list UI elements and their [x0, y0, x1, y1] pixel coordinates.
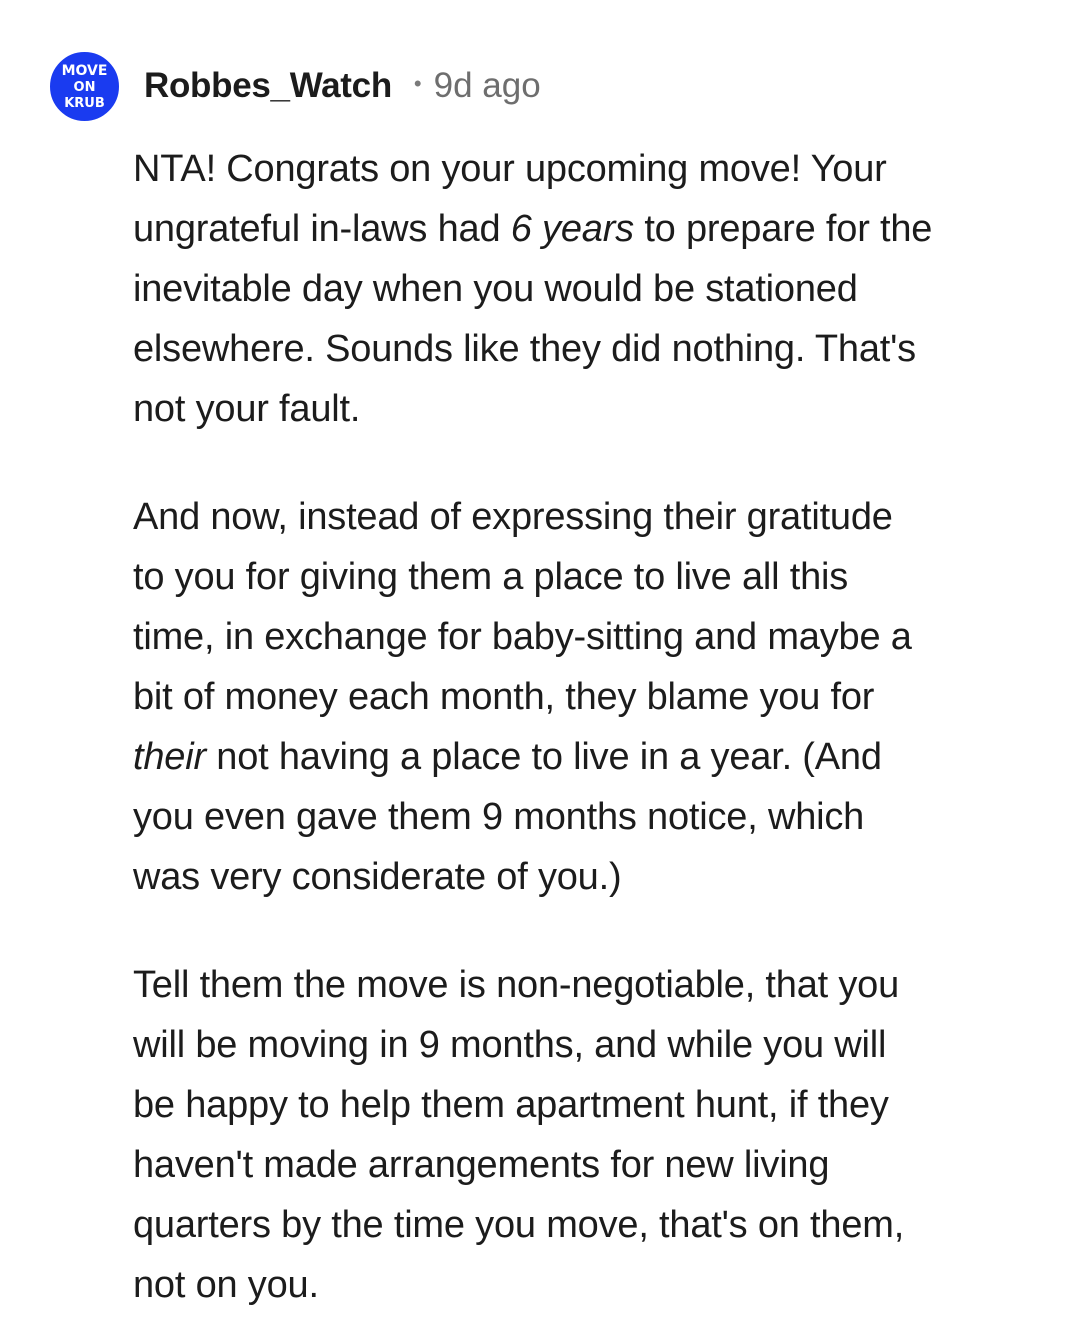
comment-body	[133, 139, 1033, 1315]
comment-text-line: not your fault.	[133, 388, 361, 430]
username-link[interactable]: Robbes_Watch	[144, 66, 392, 105]
avatar-text-line: MOVE	[61, 63, 108, 79]
italic-emphasis: their	[133, 736, 206, 778]
separator-dot: •	[413, 71, 422, 96]
comment-paragraph	[133, 139, 1033, 439]
comment-text-line: inevitable day when you would be stationed	[133, 268, 858, 310]
comment-text-line: be happy to help them apartment hunt, if they	[133, 1084, 889, 1126]
comment-paragraph	[133, 487, 1033, 907]
comment-text-line: was very considerate of you.)	[133, 856, 622, 898]
comment-text-line: will be moving in 9 months, and while you will	[133, 1024, 887, 1066]
text-segment: not having a place to live in a year. (And	[205, 736, 882, 778]
comment-text-line: to you for giving them a place to live all this	[133, 556, 849, 598]
comment-text-line: bit of money each month, they blame you for	[133, 676, 875, 718]
comment-paragraph	[133, 955, 1033, 1315]
avatar[interactable]	[48, 50, 121, 123]
text-segment: ungrateful in-laws had	[133, 208, 511, 250]
comment-text-line: quarters by the time you move, that's on them,	[133, 1204, 905, 1246]
italic-emphasis: 6 years	[510, 208, 634, 250]
comment-timestamp: 9d ago	[433, 66, 541, 105]
comment-text-line: haven't made arrangements for new living	[133, 1144, 830, 1186]
comment-text-line: not on you.	[133, 1264, 319, 1306]
comment-text-line: time, in exchange for baby-sitting and maybe a	[133, 616, 912, 658]
paragraph-gap	[133, 907, 1033, 955]
comment-text-line: you even gave them 9 months notice, which	[133, 796, 865, 838]
paragraph-gap	[133, 439, 1033, 487]
comment-text-line	[133, 727, 1033, 787]
avatar-text-line: ON	[73, 80, 96, 95]
comment-text-line	[133, 199, 1033, 259]
text-segment: to prepare for the	[633, 208, 933, 250]
comment-text-line: NTA! Congrats on your upcoming move! Your	[133, 148, 887, 190]
comment-text-line: elsewhere. Sounds like they did nothing. That's	[133, 328, 916, 370]
comment-text-line: Tell them the move is non-negotiable, that you	[133, 964, 900, 1006]
comment-header	[48, 56, 541, 116]
avatar-text-line: KRUB	[64, 96, 105, 111]
comment-text-line: And now, instead of expressing their gratitude	[133, 496, 893, 538]
